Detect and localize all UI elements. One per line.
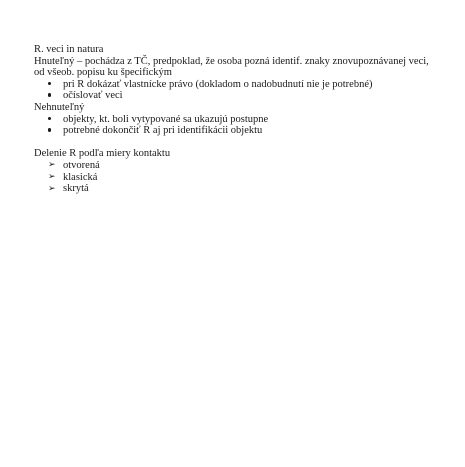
list-item	[34, 183, 434, 195]
list-item	[34, 172, 434, 184]
document-page	[34, 44, 434, 195]
arrow-bullet-icon: ➢	[48, 159, 56, 170]
blank-line	[34, 137, 434, 149]
list-item	[34, 125, 434, 137]
list-item-text: potrebné dokončiť R aj pri identifikácii objektu	[63, 125, 263, 137]
list-item	[34, 114, 434, 126]
paragraph-nehnutelny: Nehnuteľný	[34, 101, 85, 113]
bullet-icon	[48, 79, 58, 91]
bullet-icon	[48, 125, 58, 137]
list-item	[34, 90, 434, 102]
paragraph-hnutelny: Hnuteľný – pochádza z TČ, predpoklad, že osoba pozná identif. znaky znovupoznávanej veci, od všeob. popisu ku špecifickým	[34, 55, 429, 79]
list-item-text: objekty, kt. boli vytypované sa ukazujú postupne	[63, 113, 269, 125]
paragraph-delenie: Delenie R podľa miery kontaktu	[34, 148, 171, 160]
list-item-text: klasická	[63, 171, 98, 183]
list-item	[34, 160, 434, 172]
bullet-list-nehnutelny	[34, 114, 434, 137]
list-item-text: pri R dokázať vlastnícke právo (dokladom o nadobudnutí nie je potrebné)	[63, 78, 373, 90]
arrow-bullet-icon: ➢	[48, 171, 56, 182]
list-item-text: očíslovať veci	[63, 90, 123, 102]
list-item-text: skrytá	[63, 183, 89, 195]
bullet-icon	[48, 90, 58, 102]
bullet-icon	[48, 114, 58, 126]
heading-veci-in-natura: R. veci in natura	[34, 44, 104, 55]
list-item-text: otvorená	[63, 159, 100, 171]
list-item	[34, 79, 434, 91]
arrow-list-delenie	[34, 160, 434, 195]
bullet-list-hnutelny	[34, 79, 434, 102]
arrow-bullet-icon: ➢	[48, 182, 56, 193]
